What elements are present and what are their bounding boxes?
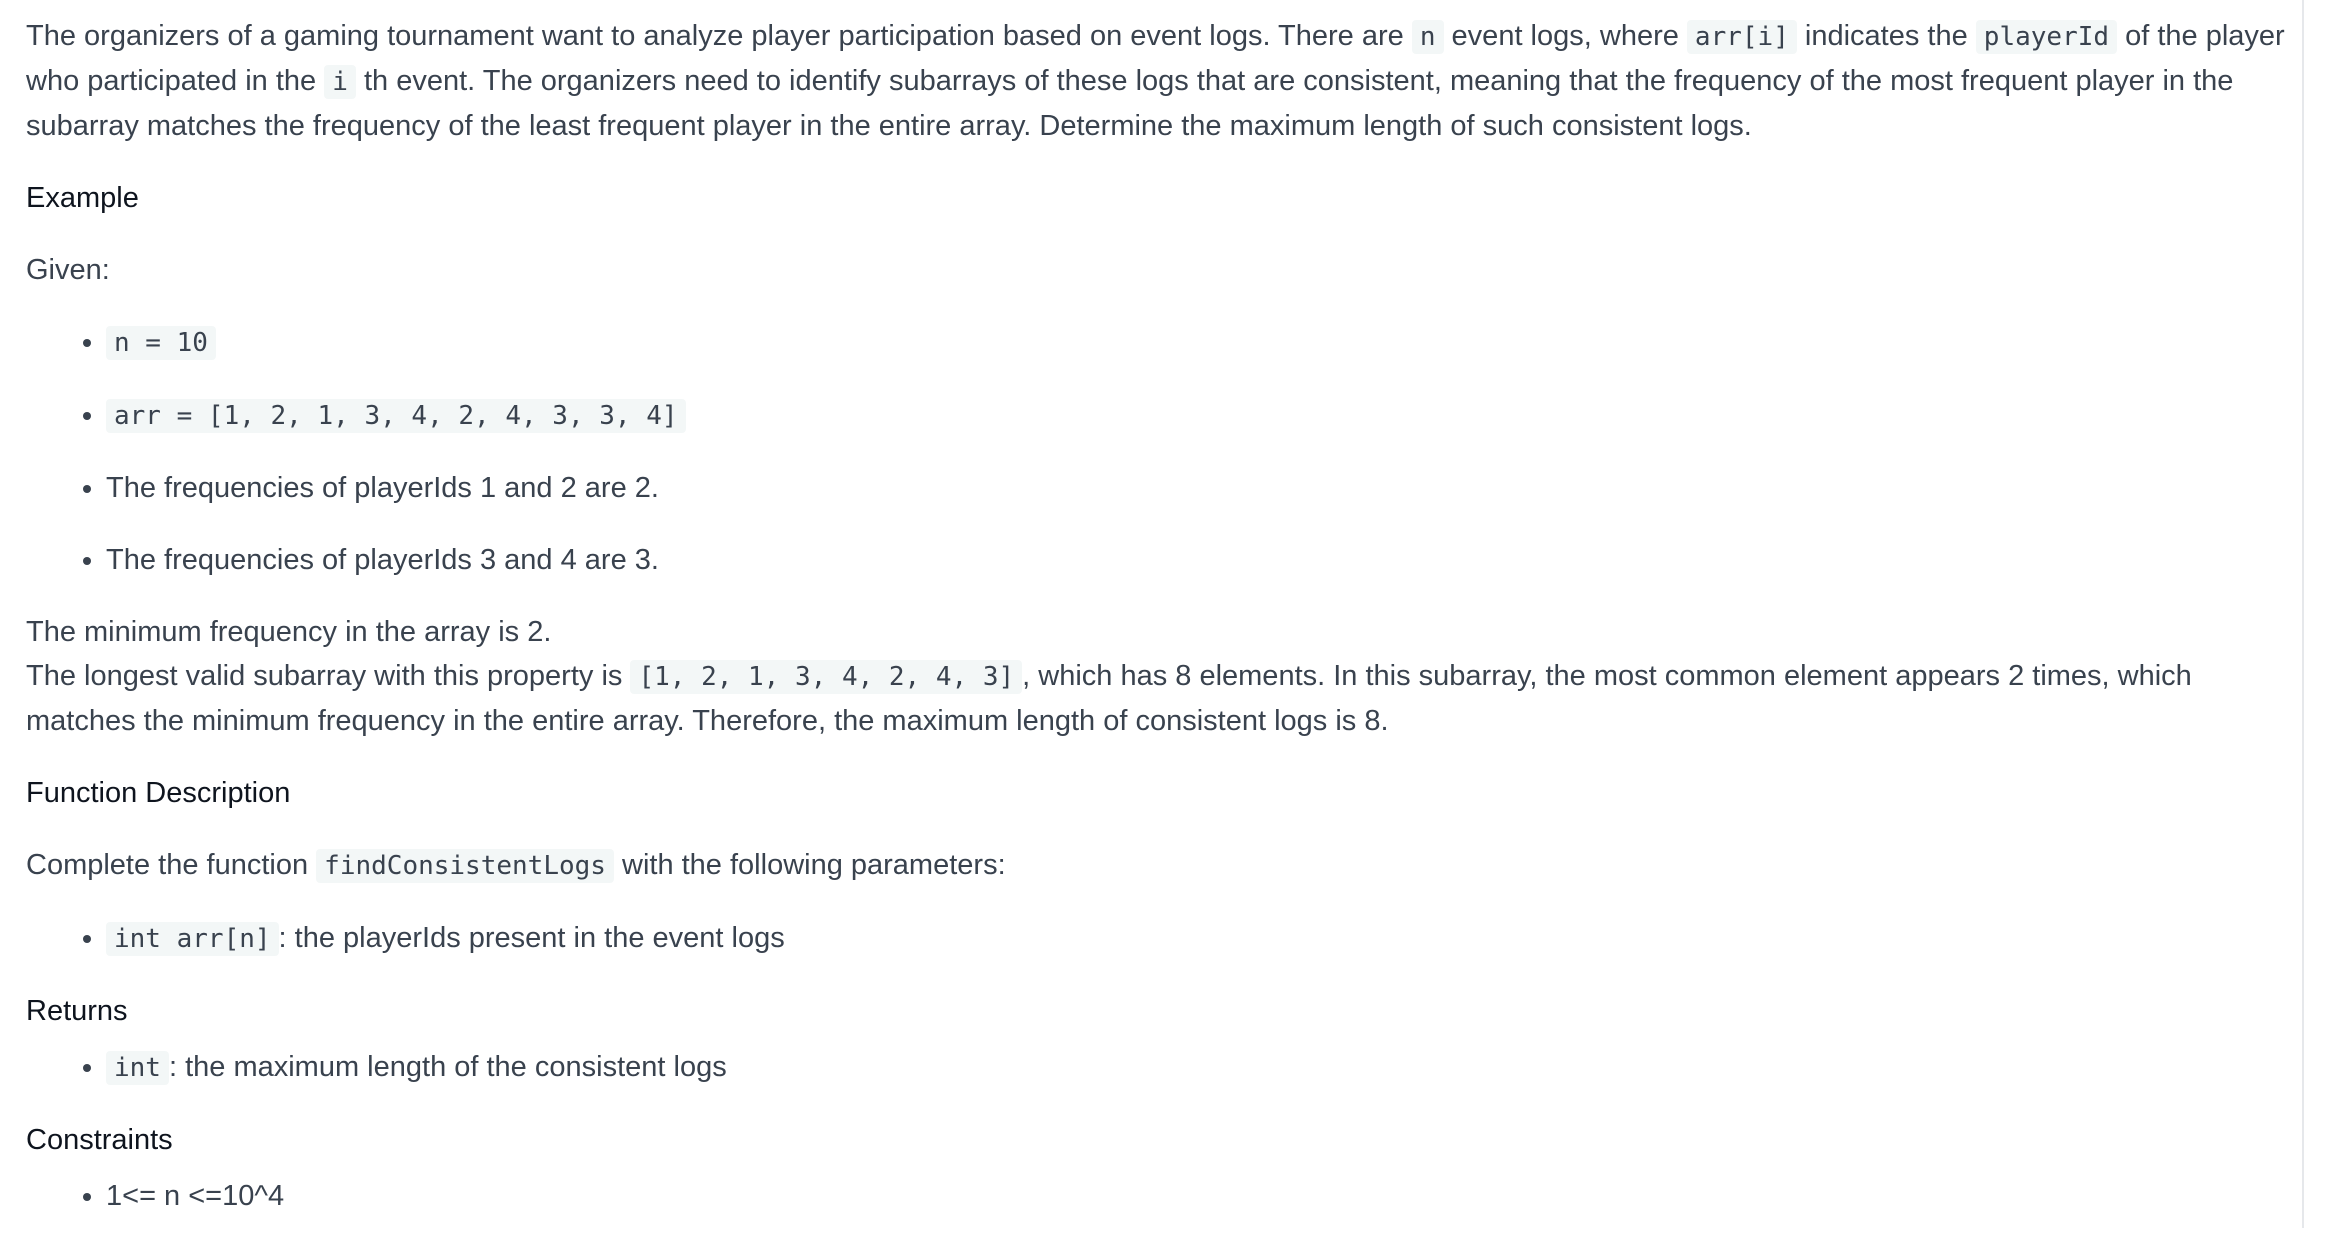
inline-code-return-type: int [106,1051,169,1085]
parameters-list [26,916,2306,961]
inline-code-subarray: [1, 2, 1, 3, 4, 2, 4, 3] [630,660,1022,694]
inline-code-player-id: playerId [1976,20,2117,54]
constraints-list [26,1174,2306,1218]
longest-text-1: The longest valid subarray with this property is [26,660,631,692]
inline-code-arr-value: arr = [1, 2, 1, 3, 4, 2, 4, 3, 3, 4] [106,399,686,433]
frequency-note: The frequencies of playerIds 3 and 4 are 3. [106,544,659,576]
longest-subarray-paragraph [26,654,2306,743]
given-label: Given: [26,254,110,286]
intro-text-2: event logs, where [1443,20,1687,52]
list-item [106,916,2306,961]
param-description: : the playerIds present in the event logs [278,922,785,954]
list-item [106,320,2306,365]
inline-code-param: int arr[n] [106,922,279,956]
list-item [106,1174,2306,1218]
inline-code-n-value: n = 10 [106,326,216,360]
frequency-note: The frequencies of playerIds 1 and 2 are 2. [106,472,659,504]
intro-text-5: th event. The organizers need to identify subarrays of these logs that are consistent, meaning that the frequency of the most frequent player in the subarray matches the frequency of the least frequent player in the entire array. Determine the maximum length of such consistent logs. [26,65,2234,142]
return-description: : the maximum length of the consistent logs [168,1051,727,1083]
inline-code-i: i [324,65,356,99]
intro-text-4: of the player who participated in the [26,20,2285,97]
function-text-2: with the following parameters: [613,849,1006,881]
intro-text-1: The organizers of a gaming tournament want to analyze player participation based on event logs. There are [26,20,1412,52]
right-panel-divider [2302,0,2352,1228]
constraint-text: 1<= n <=10^4 [106,1180,285,1212]
returns-heading: Returns [26,995,128,1027]
list-item [106,538,2306,582]
constraints-heading: Constraints [26,1124,173,1156]
inline-code-n: n [1412,20,1444,54]
longest-text-2: , which has 8 elements. In this subarray, the most common element appears 2 times, which matches the minimum frequency in the entire array. Therefore, the maximum length of consistent logs is 8. [26,660,2192,737]
example-heading: Example [26,182,139,214]
intro-text-3: indicates the [1796,20,1976,52]
list-item [106,393,2306,438]
min-frequency-line: The minimum frequency in the array is 2. [26,616,552,648]
intro-paragraph [26,14,2306,148]
returns-list [26,1045,2306,1090]
list-item [106,466,2306,510]
function-description-heading: Function Description [26,777,291,809]
function-description-text [26,843,2306,888]
function-text-1: Complete the function [26,849,317,881]
inline-code-function-name: findConsistentLogs [316,849,614,883]
example-list [26,320,2306,582]
inline-code-arr-i: arr[i] [1687,20,1797,54]
problem-statement [26,14,2306,1246]
list-item [106,1045,2306,1090]
